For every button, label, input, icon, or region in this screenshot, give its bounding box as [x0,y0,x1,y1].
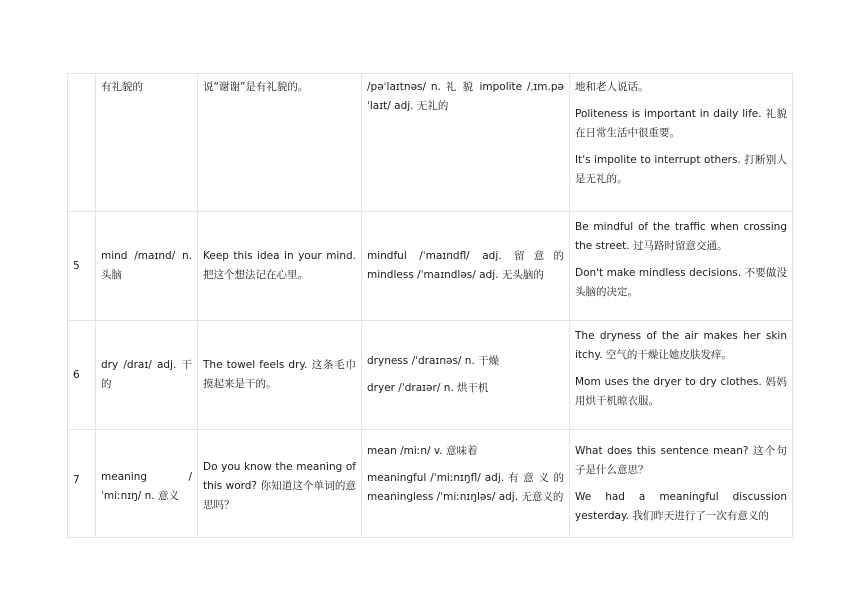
row-number: 7 [68,430,96,538]
derivative-line: mindful /ˈmaɪndfl/ adj. 留意的 mindless /ˈmaɪndləs/ adj. 无头脑的 [367,250,564,281]
word-cell: 有礼貌的 [96,74,198,212]
derivative-line: mean /miːn/ v. 意味着 [367,445,478,457]
derivative-line: dryness /ˈdraɪnəs/ n. 干燥 [367,355,500,367]
table-row [68,321,793,430]
sentences-cell [570,74,793,212]
derivatives-cell [362,321,570,430]
sentence-line: The dryness of the air makes her skin itchy. 空气的干燥让她皮肤发痒。 [575,330,787,361]
derivatives-cell [362,74,570,212]
example-cell: 说“谢谢”是有礼貌的。 [198,74,362,212]
derivatives-cell [362,212,570,321]
table-row [68,74,793,212]
sentence-line: Don't make mindless decisions. 不要做没头脑的决定。 [575,267,787,298]
derivative-line: dryer /ˈdraɪər/ n. 烘干机 [367,382,489,394]
sentence-line: 地和老人说话。 [575,81,649,93]
row-number: 6 [68,321,96,430]
table-row [68,430,793,538]
sentence-line: Politeness is important in daily life. 礼貌在日常生活中很重要。 [575,108,787,139]
row-number [68,74,96,212]
sentences-cell [570,430,793,538]
word-cell: meaning /ˈmiːnɪŋ/ n. 意义 [96,430,198,538]
example-cell: The towel feels dry. 这条毛巾摸起来是干的。 [198,321,362,430]
example-cell: Keep this idea in your mind. 把这个想法记在心里。 [198,212,362,321]
word-cell: mind /maɪnd/ n. 头脑 [96,212,198,321]
vocabulary-table [67,73,793,538]
row-number: 5 [68,212,96,321]
sentence-line: Be mindful of the traffic when crossing the street. 过马路时留意交通。 [575,221,787,252]
derivative-line: /pəˈlaɪtnəs/ n. 礼 貌 impolite /ˌɪm.pəˈlaɪt/ adj. 无礼的 [367,81,564,112]
sentence-line: We had a meaningful discussion yesterday. 我们昨天进行了一次有意义的 [575,491,787,522]
sentence-line: It's impolite to interrupt others. 打断别人是无礼的。 [575,154,787,185]
derivative-line: meaningful /ˈmiːnɪŋfl/ adj. 有 意 义 的 meaningless /ˈmiːnɪŋləs/ adj. 无意义的 [367,472,564,503]
example-cell: Do you know the meaning of this word? 你知道这个单词的意思吗？ [198,430,362,538]
sentences-cell [570,321,793,430]
sentence-line: What does this sentence mean? 这个句子是什么意思？ [575,445,787,476]
sentences-cell [570,212,793,321]
word-cell: dry /draɪ/ adj. 干的 [96,321,198,430]
derivatives-cell [362,430,570,538]
sentence-line: Mom uses the dryer to dry clothes. 妈妈用烘干机晾衣服。 [575,376,787,407]
table-row [68,212,793,321]
